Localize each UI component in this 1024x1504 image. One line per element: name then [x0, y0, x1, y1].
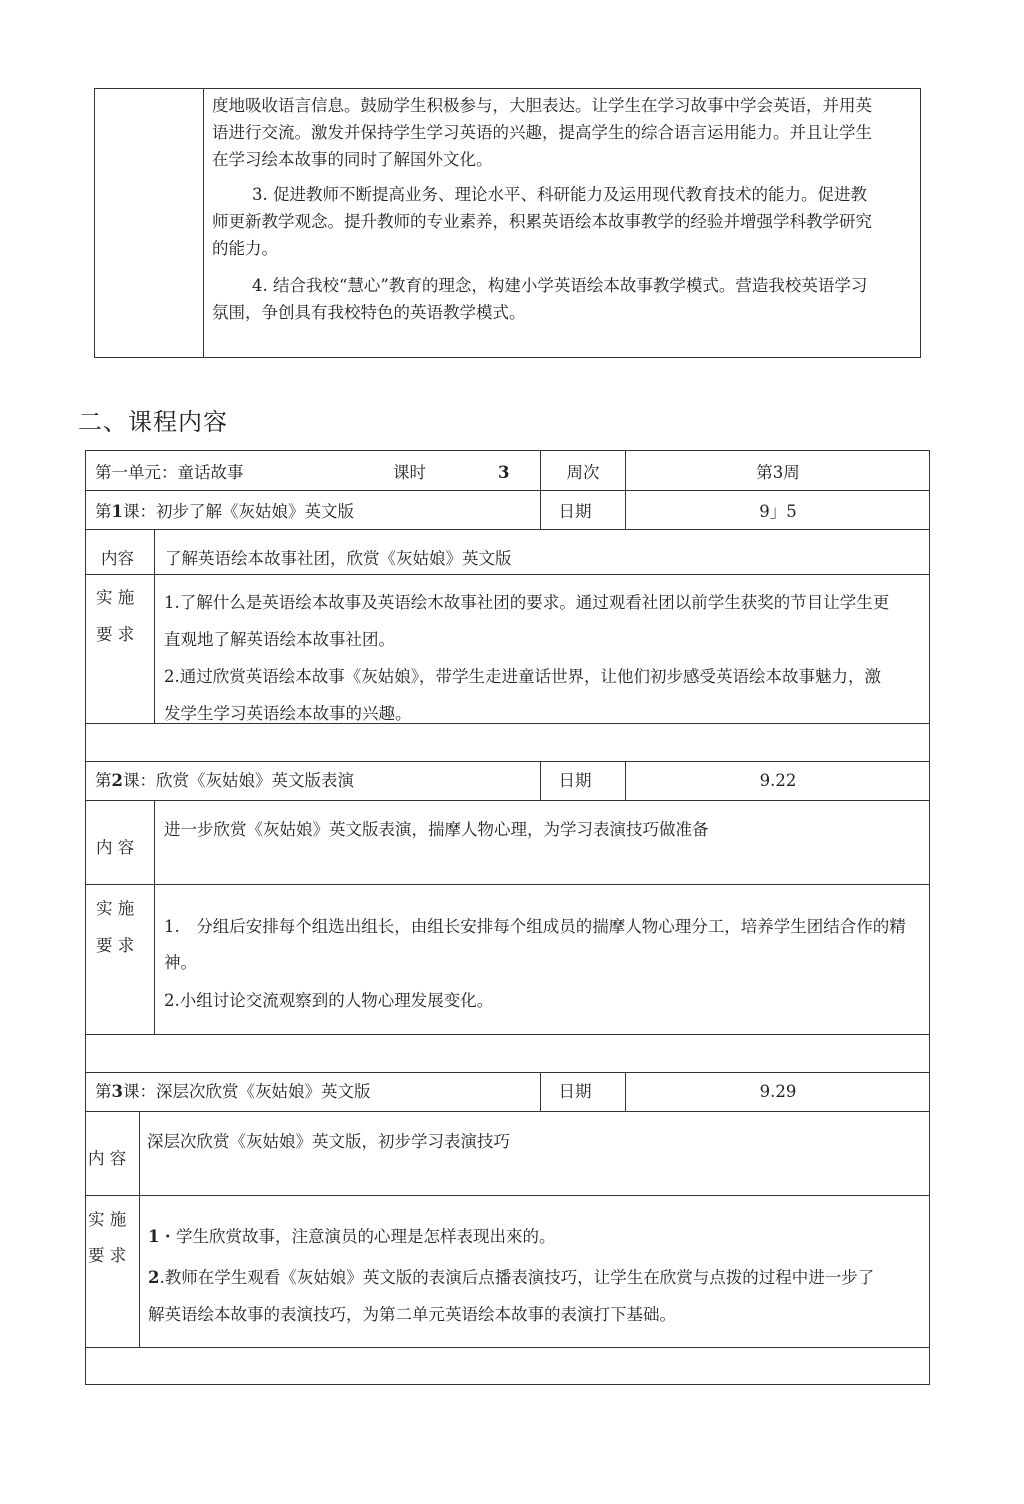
unit-hours-value: 3 [498, 463, 510, 482]
lesson-3-date-value: 9.29 [759, 1082, 797, 1101]
lesson-1-content: 了解英语绘本故事社团，欣赏《灰姑娘》英文版 [165, 549, 512, 568]
lesson-3-req-label-1: 实 施 [88, 1210, 127, 1229]
lesson-2-num: 2 [111, 771, 123, 790]
lesson-3-req-2-text: .教师在学生观看《灰姑娘》英文版的表演后点播表演技巧，让学生在欣赏与点拨的过程中进一步了解英语绘本故事的表演技巧，为第二单元英语绘本故事的表演打下基础。 [148, 1268, 875, 1324]
lesson-3-req-2 [148, 1259, 888, 1333]
lesson-3-title [95, 1084, 370, 1101]
lesson-2-req-label-1: 实 施 [96, 899, 135, 918]
section-title: 二、课程内容 [78, 408, 228, 436]
unit-title: 第一单元：童话故事 [95, 463, 244, 482]
lesson-2-date-label: 日期 [558, 771, 592, 790]
row-line [85, 1347, 930, 1348]
lesson-1-num: 1 [111, 502, 123, 521]
lesson-2-num-prefix: 第 [95, 771, 112, 790]
top-table-paragraph-2: 3. 促进教师不断提高业务、理论水平、科研能力及运用现代教育技术的能力。促进教师更新教学观念。提升教师的专业素养，积累英语绘本故事教学的经验并增强学科教学研究的能力。 [212, 185, 872, 258]
unit-hours-label: 课时 [393, 463, 426, 482]
row-line [85, 1195, 930, 1196]
lesson-3-req-1-num: 1 [148, 1227, 160, 1246]
lesson-1-content-label: 内容 [101, 549, 134, 568]
row-line [85, 490, 930, 491]
top-table-paragraph-3: 4. 结合我校“慧心”教育的理念，构建小学英语绘本故事教学模式。营造我校英语学习氛围，争创具有我校特色的英语教学模式。 [212, 276, 868, 322]
lesson-2-req-1: 1. 分组后安排每个组选出组长，由组长安排每个组成员的揣摩人物心理分工，培养学生团结合作的精神。 [164, 917, 906, 972]
top-table-divider [203, 88, 204, 358]
col-line [154, 529, 155, 723]
lesson-3-req-label-2: 要 求 [88, 1246, 127, 1265]
lesson-1-date-label: 日期 [558, 502, 592, 521]
lesson-3-num: 3 [111, 1082, 123, 1101]
col-line [154, 800, 155, 1034]
row-line [85, 1111, 930, 1112]
row-line [85, 1034, 930, 1035]
lesson-1-req-label-2: 要 求 [96, 625, 135, 644]
lesson-1-req-2: 2.通过欣赏英语绘本故事《灰姑娘》，带学生走进童话世界，让他们初步感受英语绘本故事魅力，激发学生学习英语绘本故事的兴趣。 [164, 667, 881, 723]
lesson-1-req-label-1: 实 施 [96, 588, 135, 607]
lesson-2-content-label: 内 容 [96, 838, 135, 857]
col-line [139, 1111, 140, 1347]
lesson-3-req-1 [148, 1229, 555, 1246]
lesson-3-title-text: 课：深层次欣赏《灰姑娘》英文版 [122, 1082, 371, 1101]
row-line [85, 574, 930, 575]
lesson-2-req-label-2: 要 求 [96, 936, 135, 955]
row-line [85, 1072, 930, 1073]
lesson-3-req-2-num: 2 [148, 1268, 160, 1287]
row-line [85, 529, 930, 530]
row-line [85, 761, 930, 762]
unit-week-label: 周次 [566, 463, 600, 482]
lesson-3-content-label: 内 容 [88, 1149, 127, 1168]
lesson-3-date-label: 日期 [558, 1082, 592, 1101]
lesson-1-title [95, 504, 354, 521]
row-line [85, 884, 930, 885]
lesson-2-title-text: 课：欣赏《灰姑娘》英文版表演 [122, 771, 354, 790]
lesson-2-date-value: 9.22 [759, 771, 797, 790]
top-table-paragraph-1: 度地吸收语言信息。鼓励学生积极参与，大胆表达。让学生在学习故事中学会英语，并用英语进行交流。激发并保持学生学习英语的兴趣，提高学生的综合语言运用能力。并且让学生在学习绘本故事的同时了解国外文化。 [212, 96, 872, 169]
lesson-2-title [95, 773, 354, 790]
lesson-3-req-1-text: ・学生欣赏故事，注意演员的心理是怎样表现出來的。 [159, 1227, 556, 1246]
unit-week-value: 第3周 [756, 463, 800, 482]
lesson-1-title-text: 课：初步了解《灰姑娘》英文版 [122, 502, 354, 521]
lesson-1-date-value: 9」5 [759, 502, 797, 521]
lesson-1-req-1: 1.了解什么是英语绘本故事及英语绘木故事社团的要求。通过观看社团以前学生获奖的节目让学生更直观地了解英语绘本故事社团。 [164, 593, 890, 649]
lesson-2-content: 进一步欣赏《灰姑娘》英文版表演，揣摩人物心理，为学习表演技巧做准备 [164, 820, 709, 839]
lesson-2-req-2: 2.小组讨论交流观察到的人物心理发展变化。 [164, 991, 494, 1010]
lesson-1-num-prefix: 第 [95, 502, 112, 521]
row-line [85, 800, 930, 801]
lesson-3-num-prefix: 第 [95, 1082, 112, 1101]
lesson-3-content: 深层次欣赏《灰姑娘》英文版，初步学习表演技巧 [147, 1132, 510, 1151]
